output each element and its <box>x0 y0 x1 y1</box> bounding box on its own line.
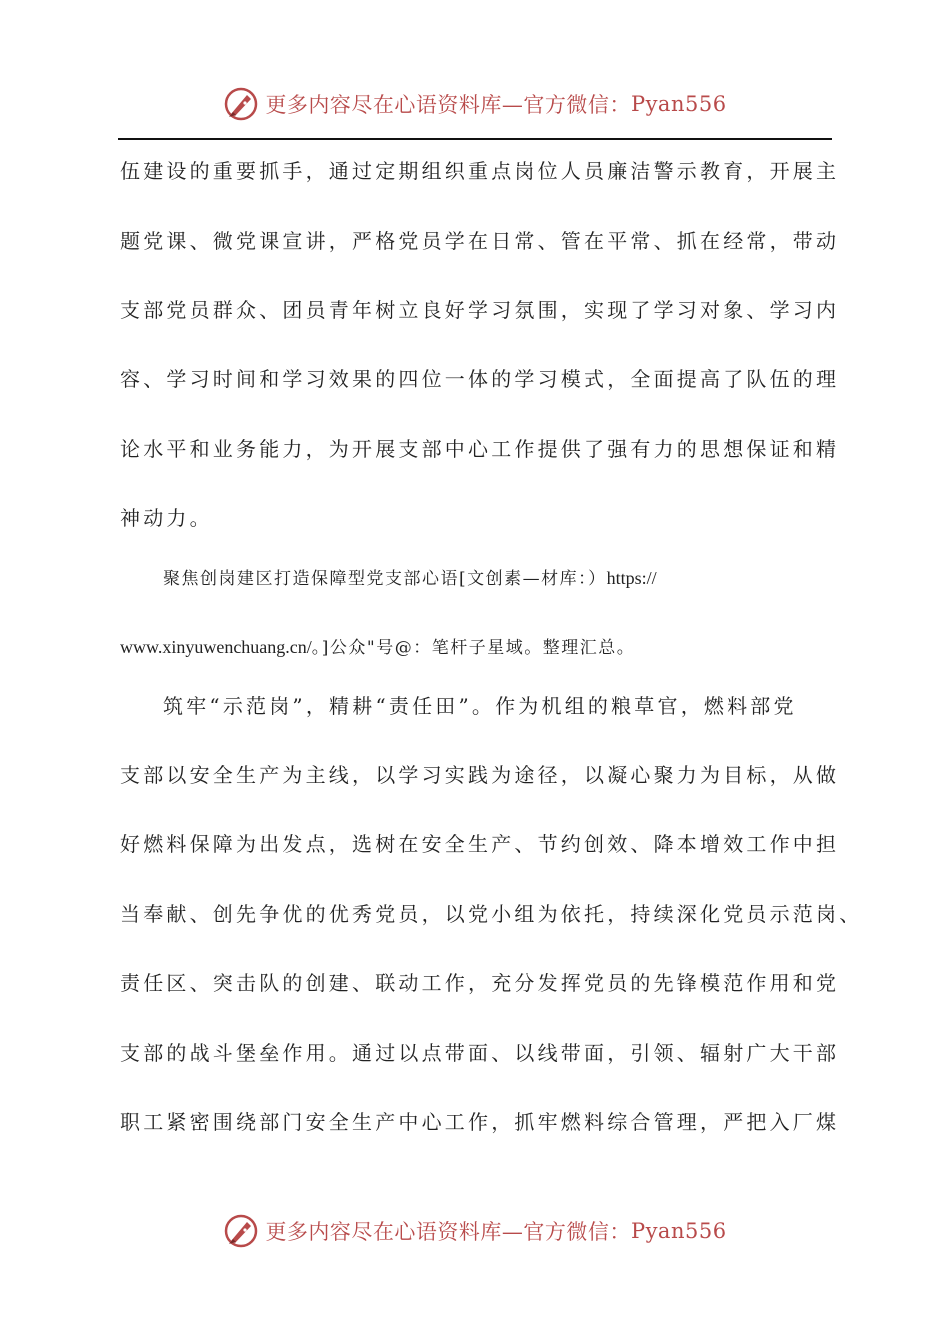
pen-nib-logo-icon <box>223 1213 259 1249</box>
body-line: 筑牢“示范岗”，精耕“责任田”。作为机组的粮草官，燃料部党 <box>163 694 797 718</box>
body-line: 论水平和业务能力，为开展支部中心工作提供了强有力的思想保证和精 <box>120 437 840 461</box>
body-line: 伍建设的重要抓手，通过定期组织重点岗位人员廉洁警示教育，开展主 <box>120 159 840 183</box>
wechat-id: Pyan556 <box>630 1219 727 1243</box>
footer-banner <box>0 1209 950 1253</box>
body-line: 支部以安全生产为主线，以学习实践为途径，以凝心聚力为目标，从做 <box>120 763 840 787</box>
body-line: 支部党员群众、团员青年树立良好学习氛围，实现了学习对象、学习内 <box>120 298 840 322</box>
body-line: 职工紧密围绕部门安全生产中心工作，抓牢燃料综合管理，严把入厂煤 <box>120 1110 840 1134</box>
source-url-part: https:// <box>606 568 657 588</box>
source-note-text: 。]公众"号@：笔杆子星域。整理汇总。 <box>311 638 636 658</box>
header-banner <box>0 82 950 126</box>
body-line: 当奉献、创先争优的优秀党员，以党小组为依托，持续深化党员示范岗、 <box>120 902 863 926</box>
body-line: 神动力。 <box>120 506 213 530</box>
banner-text: 更多内容尽在心语资料库—官方微信： <box>265 1220 631 1244</box>
source-note-line-2 <box>120 632 832 663</box>
banner-text: 更多内容尽在心语资料库—官方微信： <box>265 93 631 117</box>
body-line: 题党课、微党课宣讲，严格党员学在日常、管在平常、抓在经常，带动 <box>120 229 840 253</box>
body-line: 容、学习时间和学习效果的四位一体的学习模式，全面提高了队伍的理 <box>120 367 840 391</box>
source-url-part: www.xinyuwenchuang.cn/ <box>120 637 312 657</box>
source-note-line-1 <box>163 563 875 594</box>
header-divider <box>118 138 832 140</box>
body-line: 责任区、突击队的创建、联动工作，充分发挥党员的先锋模范作用和党 <box>120 971 840 995</box>
body-line: 好燃料保障为出发点，选树在安全生产、节约创效、降本增效工作中担 <box>120 832 840 856</box>
pen-nib-logo-icon <box>223 86 259 122</box>
wechat-id: Pyan556 <box>630 92 727 116</box>
source-note-text: 聚焦创岗建区打造保障型党支部心语[文创素—材库：） <box>163 569 607 589</box>
body-line: 支部的战斗堡垒作用。通过以点带面、以线带面，引领、辐射广大干部 <box>120 1041 840 1065</box>
